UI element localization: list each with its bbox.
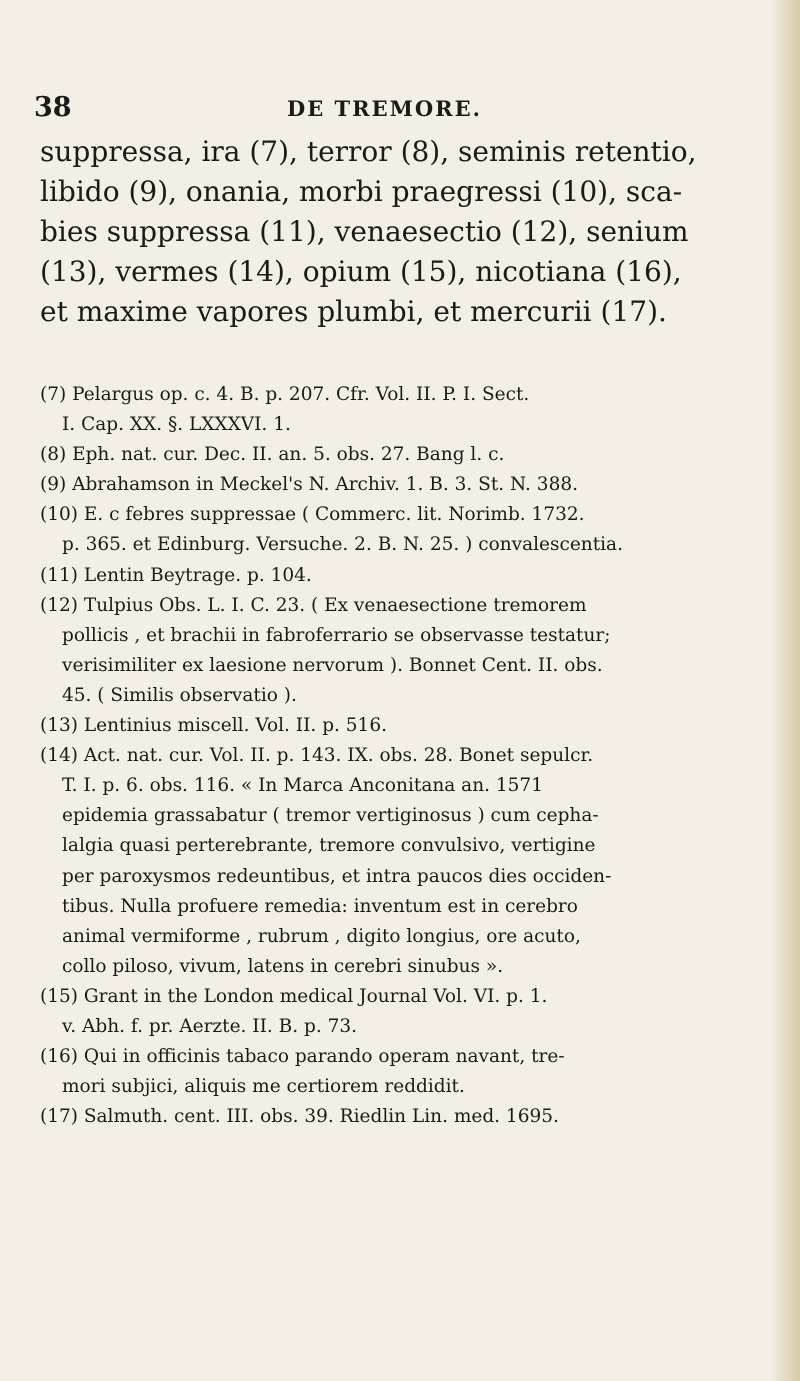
main-text-paragraph — [40, 132, 780, 332]
footnote-line: per paroxysmos redeuntibus, et intra paucos dies occiden- — [62, 865, 612, 887]
footnote-line: mori subjici, aliquis me certiorem reddidit. — [62, 1076, 465, 1098]
footnotes-section — [40, 380, 780, 1132]
footnote-line: T. I. p. 6. obs. 116. « In Marca Anconitana an. 1571 — [62, 775, 543, 797]
footnote-line: tibus. Nulla profuere remedia: inventum est in cerebro — [62, 895, 578, 917]
running-title: DE TREMORE. — [287, 96, 482, 121]
footnote-line: pollicis , et brachii in fabroferrario se observasse testatur; — [62, 624, 611, 646]
footnote-line: lalgia quasi perterebrante, tremore convulsivo, vertigine — [62, 835, 596, 857]
footnote-line: collo piloso, vivum, latens in cerebri sinubus ». — [62, 955, 504, 977]
footnote-line: (8) Eph. nat. cur. Dec. II. an. 5. obs. 27. Bang l. c. — [40, 444, 505, 466]
footnote-line: epidemia grassabatur ( tremor vertiginosus ) cum cepha- — [62, 805, 599, 827]
footnote-line: animal vermiforme , rubrum , digito longius, ore acuto, — [62, 925, 581, 947]
page-number: 38 — [34, 92, 72, 123]
footnote-line: (14) Act. nat. cur. Vol. II. p. 143. IX. obs. 28. Bonet sepulcr. — [40, 745, 594, 767]
footnote-line: (17) Salmuth. cent. III. obs. 39. Riedlin Lin. med. 1695. — [40, 1106, 559, 1128]
footnote-line: (12) Tulpius Obs. L. I. C. 23. ( Ex venaesectione tremorem — [40, 594, 587, 616]
text-line: bies suppressa (11), venaesectio (12), senium — [40, 215, 689, 248]
page-header — [0, 92, 800, 132]
text-line: libido (9), onania, morbi praegressi (10), sca- — [40, 175, 683, 208]
text-line: (13), vermes (14), opium (15), nicotiana (16), — [40, 255, 682, 288]
footnote-line: verisimiliter ex laesione nervorum ). Bonnet Cent. II. obs. — [62, 654, 603, 676]
footnote-line: p. 365. et Edinburg. Versuche. 2. B. N. 25. ) convalescentia. — [62, 534, 623, 556]
footnote-line: (15) Grant in the London medical Journal Vol. VI. p. 1. — [40, 985, 548, 1007]
text-line: et maxime vapores plumbi, et mercurii (17). — [40, 295, 667, 328]
footnote-line: (16) Qui in officinis tabaco parando operam navant, tre- — [40, 1046, 565, 1068]
footnote-line: (13) Lentinius miscell. Vol. II. p. 516. — [40, 715, 387, 737]
footnote-line: (7) Pelargus op. c. 4. B. p. 207. Cfr. Vol. II. P. I. Sect. — [40, 384, 530, 405]
footnote-line: 45. ( Similis observatio ). — [62, 684, 297, 706]
footnote-line: v. Abh. f. pr. Aerzte. II. B. p. 73. — [62, 1015, 358, 1037]
footnote-line: (9) Abrahamson in Meckel's N. Archiv. 1. B. 3. St. N. 388. — [40, 474, 578, 496]
footnote-line: I. Cap. XX. §. LXXXVI. 1. — [62, 414, 291, 436]
footnote-line: (10) E. c febres suppressae ( Commerc. lit. Norimb. 1732. — [40, 504, 585, 526]
text-line: suppressa, ira (7), terror (8), seminis retentio, — [40, 135, 697, 168]
footnote-line: (11) Lentin Beytrage. p. 104. — [40, 564, 312, 586]
